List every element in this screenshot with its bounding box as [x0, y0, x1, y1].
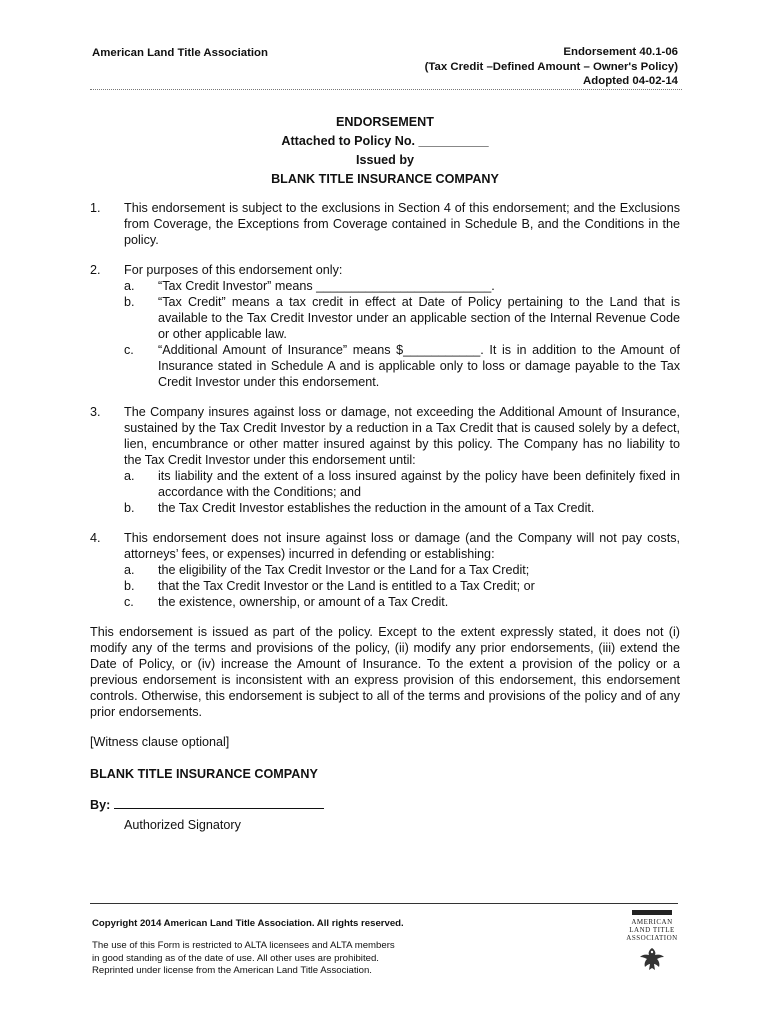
- item-text: the eligibility of the Tax Credit Investor or the Land for a Tax Credit;: [158, 563, 530, 577]
- document-title: ENDORSEMENT: [336, 115, 434, 129]
- eagle-icon: [637, 944, 667, 974]
- paragraph-number: 1.: [90, 201, 101, 215]
- document-body: [90, 200, 680, 833]
- item-text: that the Tax Credit Investor or the Land is entitled to a Tax Credit; or: [158, 579, 535, 593]
- list-item: [124, 578, 680, 594]
- endorsement-number: Endorsement 40.1-06: [563, 46, 678, 58]
- list-item: [124, 342, 680, 390]
- issued-by-line: Issued by: [355, 153, 415, 167]
- title-block: [0, 113, 770, 189]
- item-letter: b.: [124, 501, 135, 515]
- header-organization: American Land Title Association: [92, 47, 268, 59]
- item-letter: b.: [124, 579, 135, 593]
- issuer-company: BLANK TITLE INSURANCE COMPANY: [271, 172, 499, 186]
- by-label: By:: [90, 798, 111, 812]
- item-letter: c.: [124, 343, 134, 357]
- item-text: “Additional Amount of Insurance” means $___________. It is in addition to the Amount of Insurance stated in Schedule A and is applicable only to loss or damage payable to the Tax Credit Investor under this endorsement.: [158, 343, 680, 389]
- authorized-signatory-label: Authorized Signatory: [124, 818, 241, 832]
- header-endorsement-info: [425, 45, 678, 89]
- paragraph-4: [90, 530, 680, 610]
- paragraph-2: [90, 262, 680, 390]
- footer-note-line: The use of this Form is restricted to ALTA licensees and ALTA members: [92, 940, 395, 951]
- footer-copyright: Copyright 2014 American Land Title Association. All rights reserved.: [92, 918, 404, 929]
- item-letter: b.: [124, 295, 135, 309]
- item-letter: a.: [124, 563, 135, 577]
- list-item: [124, 594, 680, 610]
- paragraph-text: This endorsement does not insure against loss or damage (and the Company will not pay costs, attorneys’ fees, or expenses) incurred in defending or establishing:: [124, 531, 680, 561]
- paragraph-number: 3.: [90, 405, 101, 419]
- list-item: [124, 468, 680, 500]
- header-divider: [90, 89, 682, 90]
- logo-line: ASSOCIATION: [626, 934, 678, 942]
- logo-line: AMERICAN: [631, 918, 673, 926]
- logo-line: LAND TITLE: [629, 926, 675, 934]
- logo-bar: [632, 910, 672, 915]
- adopted-date: Adopted 04-02-14: [583, 75, 678, 87]
- item-letter: c.: [124, 595, 134, 609]
- paragraph-1: [90, 200, 680, 248]
- paragraph-number: 4.: [90, 531, 101, 545]
- footer-divider: [90, 903, 678, 904]
- item-letter: a.: [124, 279, 135, 293]
- paragraph-text: This endorsement is subject to the exclusions in Section 4 of this endorsement; and the Exclusions from Coverage, the Exceptions from Coverage contained in Schedule B, and the Conditions in the policy.: [124, 201, 680, 247]
- item-text: the existence, ownership, or amount of a Tax Credit.: [158, 595, 449, 609]
- endorsement-subtitle: (Tax Credit –Defined Amount – Owner's Policy): [424, 60, 678, 73]
- footer-note-line: Reprinted under license from the American Land Title Association.: [92, 965, 372, 976]
- item-letter: a.: [124, 469, 135, 483]
- alta-logo: [622, 906, 682, 982]
- list-item: [124, 294, 680, 342]
- paragraph-text: For purposes of this endorsement only:: [124, 263, 343, 277]
- signature-line[interactable]: [114, 796, 324, 809]
- footer-note-line: in good standing as of the date of use. All other uses are prohibited.: [92, 952, 379, 964]
- list-item: [124, 562, 680, 578]
- company-signature-name: BLANK TITLE INSURANCE COMPANY: [90, 767, 318, 781]
- witness-clause: [Witness clause optional]: [90, 735, 230, 749]
- closing-paragraph: This endorsement is issued as part of the policy. Except to the extent expressly stated, it does not (i) modify any of the terms and provisions of the policy, (ii) modify any prior endorsements, (iii) extend the Date of Policy, or (iv) increase the Amount of Insurance. To the extent a provision of the policy or a previous endorsement is inconsistent with an express provision of this endorsement, this endorsement controls. Otherwise, this endorsement is subject to all of the terms and provisions of the policy and of any prior endorsements.: [90, 625, 680, 719]
- item-text: its liability and the extent of a loss insured against by the policy have been definitely fixed in accordance with the Conditions; and: [158, 469, 680, 499]
- item-text: “Tax Credit Investor” means _________________________.: [158, 279, 495, 293]
- footer-usage-note: [92, 940, 395, 978]
- signature-row: [90, 796, 680, 813]
- policy-number-line: Attached to Policy No. __________: [281, 134, 489, 148]
- paragraph-text: The Company insures against loss or damage, not exceeding the Additional Amount of Insurance, sustained by the Tax Credit Investor by a reduction in a Tax Credit that is caused solely by a defect, lien, encumbrance or other matter insured against by this policy. The Company has no liability to the Tax Credit Investor under this endorsement until:: [124, 405, 680, 467]
- item-text: “Tax Credit” means a tax credit in effect at Date of Policy pertaining to the Land that is available to the Tax Credit Investor under an applicable section of the Internal Revenue Code or other applicable law.: [158, 295, 680, 341]
- list-item: [124, 500, 680, 516]
- paragraph-3: [90, 404, 680, 516]
- paragraph-number: 2.: [90, 263, 101, 277]
- item-text: the Tax Credit Investor establishes the reduction in the amount of a Tax Credit.: [158, 501, 595, 515]
- list-item: [124, 278, 680, 294]
